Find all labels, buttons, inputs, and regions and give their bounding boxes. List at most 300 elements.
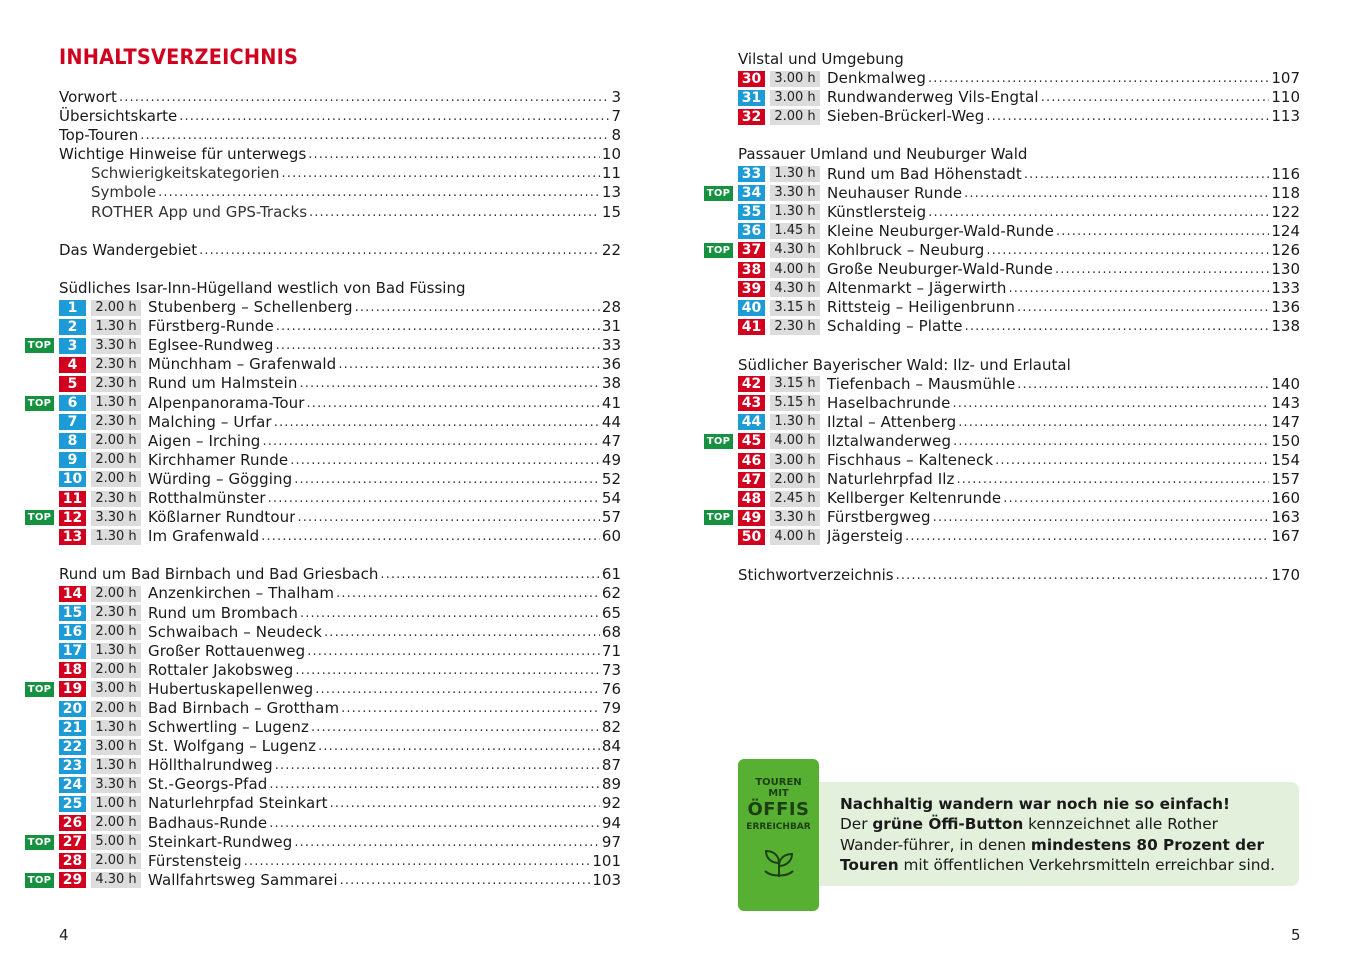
tour-duration: 2.00 h <box>91 300 141 316</box>
tour-number: 2 <box>59 319 86 335</box>
tour-duration: 3.00 h <box>91 681 141 697</box>
section-heading <box>738 356 1300 375</box>
tour-number: 20 <box>59 701 86 717</box>
tour-entry <box>738 222 1300 241</box>
tour-number: 44 <box>738 414 765 430</box>
dot-leader <box>311 718 600 737</box>
tour-entry <box>59 527 621 546</box>
entry-page: 41 <box>601 393 621 412</box>
tour-entry <box>59 374 621 393</box>
dot-leader <box>905 527 1269 546</box>
tour-duration: 3.00 h <box>770 453 820 469</box>
dot-leader <box>380 565 600 584</box>
tour-entry <box>738 375 1300 394</box>
tour-entry <box>738 317 1300 336</box>
tour-number: 45 <box>738 433 765 449</box>
dot-leader <box>355 298 600 317</box>
entry-page: 143 <box>1271 393 1300 412</box>
leaf-sprout-icon <box>759 847 799 881</box>
entry-label: Südlicher Bayerischer Wald: Ilz- und Erlautal <box>738 355 1071 374</box>
tour-duration: 1.30 h <box>91 758 141 774</box>
entry-label: Rundwanderweg Vils-Engtal <box>827 88 1039 107</box>
entry-page: 52 <box>601 469 621 488</box>
dot-leader <box>964 184 1269 203</box>
toc-entry <box>59 107 621 126</box>
entry-label: Naturlehrpfad Ilz <box>827 470 955 489</box>
entry-page: 68 <box>601 622 621 641</box>
tour-duration: 4.30 h <box>770 242 820 258</box>
entry-label: St. Wolfgang – Lugenz <box>148 737 317 756</box>
entry-page: 44 <box>601 412 621 431</box>
entry-page: 61 <box>601 565 621 584</box>
entry-label: Würding – Gögging <box>148 469 293 488</box>
entry-page: 92 <box>601 794 621 813</box>
tour-duration: 3.30 h <box>91 510 141 526</box>
tour-number: 5 <box>59 376 86 392</box>
tour-number: 47 <box>738 472 765 488</box>
dot-leader <box>119 88 610 107</box>
entry-page: 84 <box>601 737 621 756</box>
tour-duration: 3.30 h <box>770 510 820 526</box>
entry-page: 110 <box>1271 88 1300 107</box>
info-text: Der grüne Öffi-Button kennzeichnet alle Rother Wander-führer, in denen mindestens 80 Prozent der Touren mit öffentlichen Verkehrsmitteln erreichbar sind. <box>840 815 1275 875</box>
top-tour-badge: TOP <box>25 835 54 850</box>
tour-entry <box>59 642 621 661</box>
tour-duration: 4.00 h <box>770 529 820 545</box>
entry-page: 31 <box>601 317 621 336</box>
dot-leader <box>294 833 600 852</box>
entry-page: 65 <box>601 603 621 622</box>
dot-leader <box>295 661 600 680</box>
toc-entry <box>59 203 621 222</box>
entry-page: 38 <box>601 374 621 393</box>
entry-label: Münchham – Grafenwald <box>148 355 337 374</box>
dot-leader <box>986 107 1269 126</box>
tour-entry <box>27 508 621 527</box>
tour-duration: 2.00 h <box>91 586 141 602</box>
tour-entry <box>706 240 1300 260</box>
tour-duration: 3.00 h <box>770 90 820 106</box>
dot-leader <box>268 489 600 508</box>
entry-page: 103 <box>592 870 621 889</box>
tour-number: 21 <box>59 720 86 736</box>
page-number-right: 5 <box>1291 926 1301 944</box>
tour-entry <box>59 489 621 508</box>
tour-entry <box>59 584 621 603</box>
dot-leader <box>896 566 1270 585</box>
tour-number: 28 <box>59 853 86 869</box>
tour-duration: 2.00 h <box>91 662 141 678</box>
tour-number: 41 <box>738 319 765 335</box>
tour-duration: 5.15 h <box>770 395 820 411</box>
tour-number: 33 <box>738 166 765 182</box>
entry-page: 36 <box>601 355 621 374</box>
dot-leader <box>928 203 1269 222</box>
dot-leader <box>995 451 1269 470</box>
oeffi-info-box <box>819 782 1299 886</box>
dot-leader <box>324 623 600 642</box>
entry-label: Symbole <box>91 183 157 202</box>
tour-duration: 3.30 h <box>91 338 141 354</box>
tour-duration: 2.00 h <box>91 701 141 717</box>
page-title: INHALTSVERZEICHNIS <box>59 45 299 69</box>
entry-label: Kirchhamer Runde <box>148 450 289 469</box>
tour-number: 3 <box>59 338 86 354</box>
dot-leader <box>309 203 600 222</box>
tour-duration: 2.30 h <box>91 414 141 430</box>
tour-number: 9 <box>59 452 86 468</box>
tour-duration: 2.30 h <box>91 491 141 507</box>
entry-label: Rund um Halmstein <box>148 374 298 393</box>
entry-page: 140 <box>1271 374 1300 393</box>
entry-label: Vorwort <box>59 88 117 106</box>
tour-number: 8 <box>59 433 86 449</box>
dot-leader <box>199 241 600 260</box>
tour-duration: 2.00 h <box>91 452 141 468</box>
entry-label: Fürstbergweg <box>827 508 931 527</box>
tour-entry <box>738 489 1300 508</box>
page-number-left: 4 <box>59 926 69 944</box>
top-tour-badge: TOP <box>25 396 54 411</box>
dot-leader <box>261 527 600 546</box>
entry-label: Höllthalrundweg <box>148 756 273 775</box>
entry-page: 136 <box>1271 298 1300 317</box>
tour-number: 36 <box>738 223 765 239</box>
tour-duration: 1.30 h <box>770 414 820 430</box>
entry-label: Rund um Bad Höhenstadt <box>827 164 1022 183</box>
top-tour-badge: TOP <box>704 434 733 449</box>
spacer <box>59 260 621 279</box>
entry-page: 82 <box>601 718 621 737</box>
tour-duration: 2.30 h <box>770 319 820 335</box>
entry-label: Großer Rottauenweg <box>148 641 306 660</box>
tour-entry <box>59 756 621 775</box>
dot-leader <box>300 604 600 623</box>
entry-label: Alpenpanorama-Tour <box>148 393 305 412</box>
entry-page: 3 <box>611 88 621 106</box>
entry-page: 107 <box>1271 69 1300 88</box>
toc-entry <box>59 88 621 107</box>
tour-duration: 2.00 h <box>770 109 820 125</box>
entry-label: ROTHER App und GPS-Tracks <box>91 202 308 221</box>
entry-page: 154 <box>1271 450 1300 469</box>
dot-leader <box>269 775 600 794</box>
entry-page: 76 <box>601 679 621 698</box>
tour-entry <box>738 413 1300 432</box>
tour-duration: 2.00 h <box>91 853 141 869</box>
dot-leader <box>1056 222 1269 241</box>
entry-label: Neuhauser Runde <box>827 183 963 202</box>
tour-entry <box>59 661 621 680</box>
entry-label: Bad Birnbach – Grottham <box>148 699 340 717</box>
tour-entry <box>738 527 1300 546</box>
tour-number: 40 <box>738 300 765 316</box>
entry-page: 113 <box>1271 107 1300 126</box>
dot-leader <box>965 317 1270 336</box>
entry-label: Wallfahrtsweg Sammarei <box>148 870 338 889</box>
entry-label: Schalding – Platte <box>827 317 963 336</box>
entry-page: 49 <box>601 450 621 469</box>
entry-page: 150 <box>1271 431 1300 450</box>
entry-label: Vilstal und Umgebung <box>738 50 904 68</box>
top-tour-badge: TOP <box>25 510 54 525</box>
entry-label: Eglsee-Rundweg <box>148 336 274 355</box>
dot-leader <box>928 69 1269 88</box>
tour-entry <box>59 355 621 374</box>
entry-page: 28 <box>601 298 621 317</box>
tour-number: 25 <box>59 796 86 812</box>
top-tour-badge: TOP <box>704 243 733 258</box>
dot-leader <box>307 394 600 413</box>
tour-number: 15 <box>59 605 86 621</box>
tour-number: 12 <box>59 510 86 526</box>
tour-number: 1 <box>59 300 86 316</box>
entry-label: Übersichtskarte <box>59 107 178 126</box>
tour-entry <box>27 832 621 852</box>
tour-number: 31 <box>738 90 765 106</box>
tour-entry <box>59 604 621 623</box>
tour-number: 19 <box>59 681 86 697</box>
tour-number: 32 <box>738 109 765 125</box>
dot-leader <box>1041 88 1270 107</box>
tour-entry <box>59 413 621 432</box>
dot-leader <box>1017 375 1269 394</box>
dot-leader <box>297 508 599 527</box>
tour-entry <box>59 470 621 489</box>
tour-duration: 1.45 h <box>770 223 820 239</box>
entry-page: 163 <box>1271 508 1300 527</box>
tour-duration: 1.30 h <box>91 720 141 736</box>
dot-leader <box>158 183 600 202</box>
dot-leader <box>957 470 1270 489</box>
tour-duration: 3.30 h <box>91 777 141 793</box>
dot-leader <box>140 126 609 145</box>
tour-entry <box>27 336 621 355</box>
tour-duration: 3.30 h <box>770 185 820 201</box>
entry-page: 79 <box>601 699 621 717</box>
entry-page: 147 <box>1271 412 1300 431</box>
dot-leader <box>1008 279 1269 298</box>
entry-page: 167 <box>1271 527 1300 546</box>
tour-duration: 4.00 h <box>770 262 820 278</box>
toc-entry <box>59 164 621 183</box>
entry-label: Schwaibach – Neudeck <box>148 622 323 641</box>
right-page <box>680 0 1359 969</box>
tour-number: 10 <box>59 471 86 487</box>
tour-entry <box>27 679 621 699</box>
dot-leader <box>315 680 600 699</box>
tour-number: 37 <box>738 242 765 258</box>
section-heading <box>738 145 1300 164</box>
entry-label: Jägersteig <box>827 527 904 546</box>
entry-page: 47 <box>601 431 621 450</box>
dot-leader <box>330 794 600 813</box>
tour-entry <box>27 393 621 413</box>
tour-entry <box>738 107 1300 126</box>
tour-entry <box>59 623 621 642</box>
entry-page: 133 <box>1271 279 1300 298</box>
spacer <box>738 126 1300 145</box>
entry-page: 33 <box>601 336 621 355</box>
dot-leader <box>318 737 600 756</box>
tour-number: 35 <box>738 204 765 220</box>
section-heading <box>738 50 1300 69</box>
entry-label: Haselbachrunde <box>827 393 951 412</box>
tour-number: 39 <box>738 281 765 297</box>
dot-leader <box>244 852 591 871</box>
entry-label: Malching – Urfar <box>148 412 272 431</box>
dot-leader <box>1003 489 1269 508</box>
tour-duration: 2.30 h <box>91 605 141 621</box>
tour-entry <box>738 451 1300 470</box>
tour-entry <box>59 718 621 737</box>
dot-leader <box>262 432 599 451</box>
entry-page: 87 <box>601 756 621 775</box>
entry-page: 160 <box>1271 489 1300 508</box>
tour-number: 14 <box>59 586 86 602</box>
tour-entry <box>59 451 621 470</box>
tour-entry <box>59 737 621 756</box>
oeffi-badge <box>738 759 819 911</box>
entry-label: Im Grafenwald <box>148 527 260 546</box>
dot-leader <box>952 394 1269 413</box>
tour-number: 22 <box>59 739 86 755</box>
entry-page: 13 <box>601 183 621 202</box>
dot-leader <box>276 336 600 355</box>
section-heading <box>59 565 621 584</box>
entry-label: Südliches Isar-Inn-Hügelland westlich von Bad Füssing <box>59 278 466 297</box>
toc-entry <box>59 241 621 260</box>
tour-entry <box>59 794 621 813</box>
entry-label: Schwertling – Lugenz <box>148 718 309 737</box>
tour-entry <box>59 814 621 833</box>
entry-label: Naturlehrpfad Steinkart <box>148 794 328 813</box>
tour-number: 49 <box>738 510 765 526</box>
dot-leader <box>1017 298 1269 317</box>
tour-number: 26 <box>59 815 86 831</box>
tour-number: 4 <box>59 357 86 373</box>
entry-label: Badhaus-Runde <box>148 813 268 832</box>
entry-label: Wichtige Hinweise für unterwegs <box>59 145 307 164</box>
tour-duration: 2.45 h <box>770 491 820 507</box>
entry-page: 62 <box>601 584 621 603</box>
entry-label: St.-Georgs-Pfad <box>148 775 268 794</box>
dot-leader <box>294 470 600 489</box>
dot-leader <box>933 508 1270 527</box>
entry-page: 89 <box>601 775 621 794</box>
entry-page: 118 <box>1271 183 1300 202</box>
top-tour-badge: TOP <box>25 338 54 353</box>
tour-number: 46 <box>738 453 765 469</box>
entry-page: 71 <box>601 641 621 660</box>
tour-entry <box>27 870 621 890</box>
tour-entry <box>59 317 621 336</box>
entry-page: 116 <box>1271 164 1300 183</box>
spacer <box>59 546 621 565</box>
entry-label: Rittsteig – Heiligenbrunn <box>827 298 1015 317</box>
entry-label: Das Wandergebiet <box>59 240 198 259</box>
tour-number: 16 <box>59 624 86 640</box>
info-headline: Nachhaltig wandern war noch nie so einfach! <box>840 795 1230 813</box>
oeffi-badge-line4: ERREICHBAR <box>746 822 811 832</box>
tour-entry <box>59 699 621 718</box>
dot-leader <box>338 355 600 374</box>
entry-label: Kößlarner Rundtour <box>148 508 296 527</box>
entry-label: Fürstberg-Runde <box>148 317 274 336</box>
tour-duration: 2.00 h <box>770 472 820 488</box>
entry-page: 157 <box>1271 470 1300 489</box>
tour-number: 18 <box>59 662 86 678</box>
tour-entry <box>706 431 1300 451</box>
tour-entry <box>706 508 1300 527</box>
entry-page: 73 <box>601 660 621 679</box>
entry-label: Aigen – Irching <box>148 431 261 450</box>
tour-duration: 1.30 h <box>91 395 141 411</box>
dot-leader <box>307 642 600 661</box>
entry-page: 57 <box>601 508 621 527</box>
tour-duration: 3.15 h <box>770 300 820 316</box>
top-tour-badge: TOP <box>704 186 733 201</box>
dot-leader <box>1055 260 1269 279</box>
tour-number: 38 <box>738 262 765 278</box>
tour-duration: 3.15 h <box>770 376 820 392</box>
oeffi-badge-line1: TOUREN <box>755 777 802 788</box>
tour-duration: 1.30 h <box>91 529 141 545</box>
entry-label: Ilztal – Attenberg <box>827 412 957 431</box>
oeffi-badge-line3: ÖFFIS <box>747 799 810 820</box>
dot-leader <box>282 164 600 183</box>
dot-leader <box>269 814 600 833</box>
entry-label: Rotthalmünster <box>148 488 266 507</box>
entry-label: Große Neuburger-Wald-Runde <box>827 260 1054 279</box>
entry-label: Schwierigkeitskategorien <box>91 164 280 183</box>
tour-number: 6 <box>59 395 86 411</box>
section-heading <box>59 279 621 298</box>
tour-duration: 1.00 h <box>91 796 141 812</box>
oeffi-badge-line2: MIT <box>768 788 789 799</box>
entry-page: 15 <box>601 202 621 221</box>
tour-duration: 1.30 h <box>770 204 820 220</box>
tour-number: 50 <box>738 529 765 545</box>
tour-duration: 3.00 h <box>770 71 820 87</box>
tour-duration: 2.00 h <box>91 433 141 449</box>
tour-duration: 5.00 h <box>91 834 141 850</box>
entry-page: 7 <box>611 107 621 126</box>
tour-duration: 3.00 h <box>91 739 141 755</box>
tour-number: 29 <box>59 872 86 888</box>
dot-leader <box>308 145 600 164</box>
dot-leader <box>986 241 1269 260</box>
dot-leader <box>341 699 600 718</box>
dot-leader <box>336 584 600 603</box>
entry-page: 8 <box>611 126 621 145</box>
toc-entry <box>738 566 1300 585</box>
entry-label: Sieben-Brückerl-Weg <box>827 107 985 126</box>
entry-label: Kleine Neuburger-Wald-Runde <box>827 221 1054 240</box>
entry-page: 11 <box>601 164 621 183</box>
entry-label: Rottaler Jakobsweg <box>148 660 294 679</box>
tour-duration: 1.30 h <box>91 643 141 659</box>
tour-entry <box>59 432 621 451</box>
tour-entry <box>59 852 621 871</box>
entry-label: Fischhaus – Kalteneck <box>827 450 994 469</box>
tour-duration: 1.30 h <box>770 166 820 182</box>
toc-entry <box>59 183 621 202</box>
tour-number: 24 <box>59 777 86 793</box>
tour-number: 42 <box>738 376 765 392</box>
tour-number: 43 <box>738 395 765 411</box>
dot-leader <box>274 413 600 432</box>
